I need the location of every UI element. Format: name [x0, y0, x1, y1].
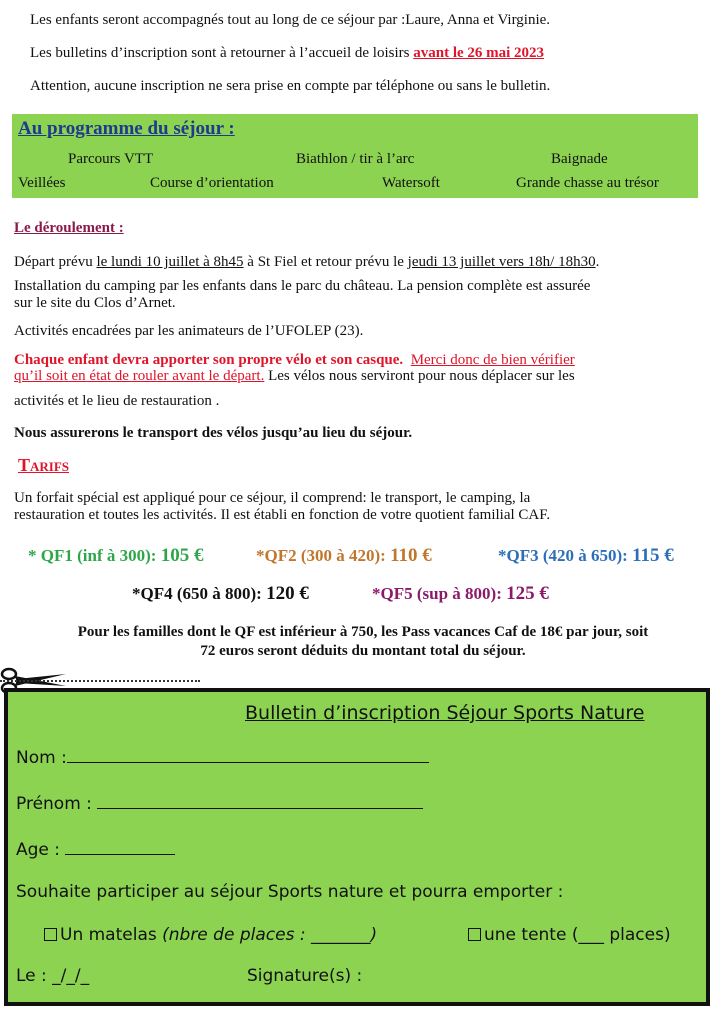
- programme-item: Baignade: [551, 151, 608, 167]
- velo-warning-1: Merci donc de bien vérifier: [410, 352, 575, 368]
- souhaite-line: Souhaite participer au séjour Sports nature et pourra emporter :: [16, 882, 564, 902]
- form-title: Bulletin d’inscription Séjour Sports Nature: [245, 702, 645, 724]
- qf2-tariff: [256, 545, 432, 567]
- intro-line-3: Attention, aucune inscription ne sera prise en compte par téléphone ou sans le bulletin.: [30, 78, 551, 94]
- pass-line-2: 72 euros seront déduits du montant total du séjour.: [200, 643, 526, 659]
- tente-checkbox[interactable]: [468, 928, 481, 941]
- qf1-price: 105 €: [160, 545, 204, 566]
- pass-line-1: Pour les familles dont le QF est inférieur à 750, les Pass vacances Caf de 18€ par jour, soit: [77, 624, 649, 640]
- programme-item: Course d’orientation: [150, 175, 274, 191]
- deroulement-title: Le déroulement :: [14, 220, 124, 236]
- matelas-option: [44, 925, 377, 945]
- tarifs-desc-2: restauration et toutes les activités. Il est établi en fonction de votre quotient familial CAF.: [14, 507, 551, 523]
- transport-line: Nous assurerons le transport des vélos jusqu’au lieu du séjour.: [14, 425, 413, 441]
- deadline-text: avant le 26 mai 2023: [413, 45, 545, 61]
- retour-end: .: [595, 254, 600, 270]
- qf2-label: *QF2 (300 à 420):: [256, 546, 391, 565]
- velo-rest-1: Les vélos nous serviront pour nous déplacer sur les: [264, 368, 575, 384]
- intro-line-2-text: Les bulletins d’inscription sont à retourner à l’accueil de loisirs: [30, 45, 414, 61]
- velo-warning-2: qu’il soit en état de rouler avant le départ.: [14, 368, 265, 384]
- tarifs-title: Tarifs: [18, 455, 70, 475]
- qf4-tariff: [132, 583, 309, 605]
- nom-field[interactable]: [67, 748, 429, 763]
- velo-bold: Chaque enfant devra apporter son propre vélo et son casque.: [14, 352, 404, 368]
- qf4-price: 120 €: [266, 583, 309, 604]
- intro-line-1: Les enfants seront accompagnés tout au long de ce séjour par :Laure, Anna et Virginie.: [30, 12, 551, 28]
- qf3-label: *QF3 (420 à 650):: [498, 546, 633, 565]
- qf4-label: *QF4 (650 à 800):: [132, 584, 267, 603]
- retour-date: jeudi 13 juillet vers 18h/ 18h30: [407, 254, 596, 270]
- programme-item: Veillées: [18, 175, 66, 191]
- activites-line: Activités encadrées par les animateurs de l’UFOLEP (23).: [14, 323, 364, 339]
- registration-form: [4, 688, 710, 1006]
- velo-line-3: activités et le lieu de restauration .: [14, 393, 220, 409]
- depart-mid: à St Fiel et retour prévu le: [243, 254, 408, 270]
- matelas-label: Un matelas: [60, 925, 163, 945]
- depart-line: [14, 253, 599, 271]
- installation-line-1: Installation du camping par les enfants dans le parc du château. La pension complète est assurée: [14, 278, 591, 294]
- age-label: Age :: [16, 840, 61, 860]
- programme-item: Watersoft: [382, 175, 440, 191]
- qf1-tariff: [28, 545, 203, 567]
- nom-label: Nom :: [16, 748, 67, 768]
- programme-box: [12, 114, 698, 198]
- qf5-price: 125 €: [506, 583, 549, 604]
- qf5-label: *QF5 (sup à 800):: [372, 584, 507, 603]
- intro-line-2: [30, 44, 544, 62]
- programme-item: Biathlon / tir à l’arc: [296, 151, 415, 167]
- tarifs-desc-1: Un forfait spécial est appliqué pour ce séjour, il comprend: le transport, le camping, la: [14, 490, 531, 506]
- prenom-row: [16, 794, 423, 814]
- qf3-tariff: [498, 545, 674, 567]
- programme-item: Grande chasse au trésor: [516, 175, 659, 191]
- age-row: [16, 840, 175, 860]
- velo-line-2: [14, 367, 575, 385]
- age-field[interactable]: [65, 840, 175, 855]
- programme-title: Au programme du séjour :: [18, 118, 235, 139]
- matelas-places: (nbre de places : _______): [162, 925, 378, 945]
- tente-label: une tente (___ places): [484, 925, 671, 945]
- depart-date: le lundi 10 juillet à 8h45: [96, 254, 244, 270]
- cut-line: [0, 680, 200, 682]
- prenom-field[interactable]: [97, 794, 423, 809]
- depart-text: Départ prévu: [14, 254, 97, 270]
- signature-field[interactable]: Signature(s) :: [247, 966, 363, 986]
- qf5-tariff: [372, 583, 549, 605]
- installation-line-2: sur le site du Clos d’Arnet.: [14, 295, 176, 311]
- qf1-label: * QF1 (inf à 300):: [28, 546, 161, 565]
- nom-row: [16, 748, 429, 768]
- matelas-checkbox[interactable]: [44, 928, 57, 941]
- qf2-price: 110 €: [390, 545, 432, 566]
- tente-option: [468, 925, 671, 945]
- programme-item: Parcours VTT: [68, 151, 154, 167]
- qf3-price: 115 €: [632, 545, 674, 566]
- prenom-label: Prénom :: [16, 794, 92, 814]
- date-field[interactable]: Le : _/_/_: [16, 966, 90, 986]
